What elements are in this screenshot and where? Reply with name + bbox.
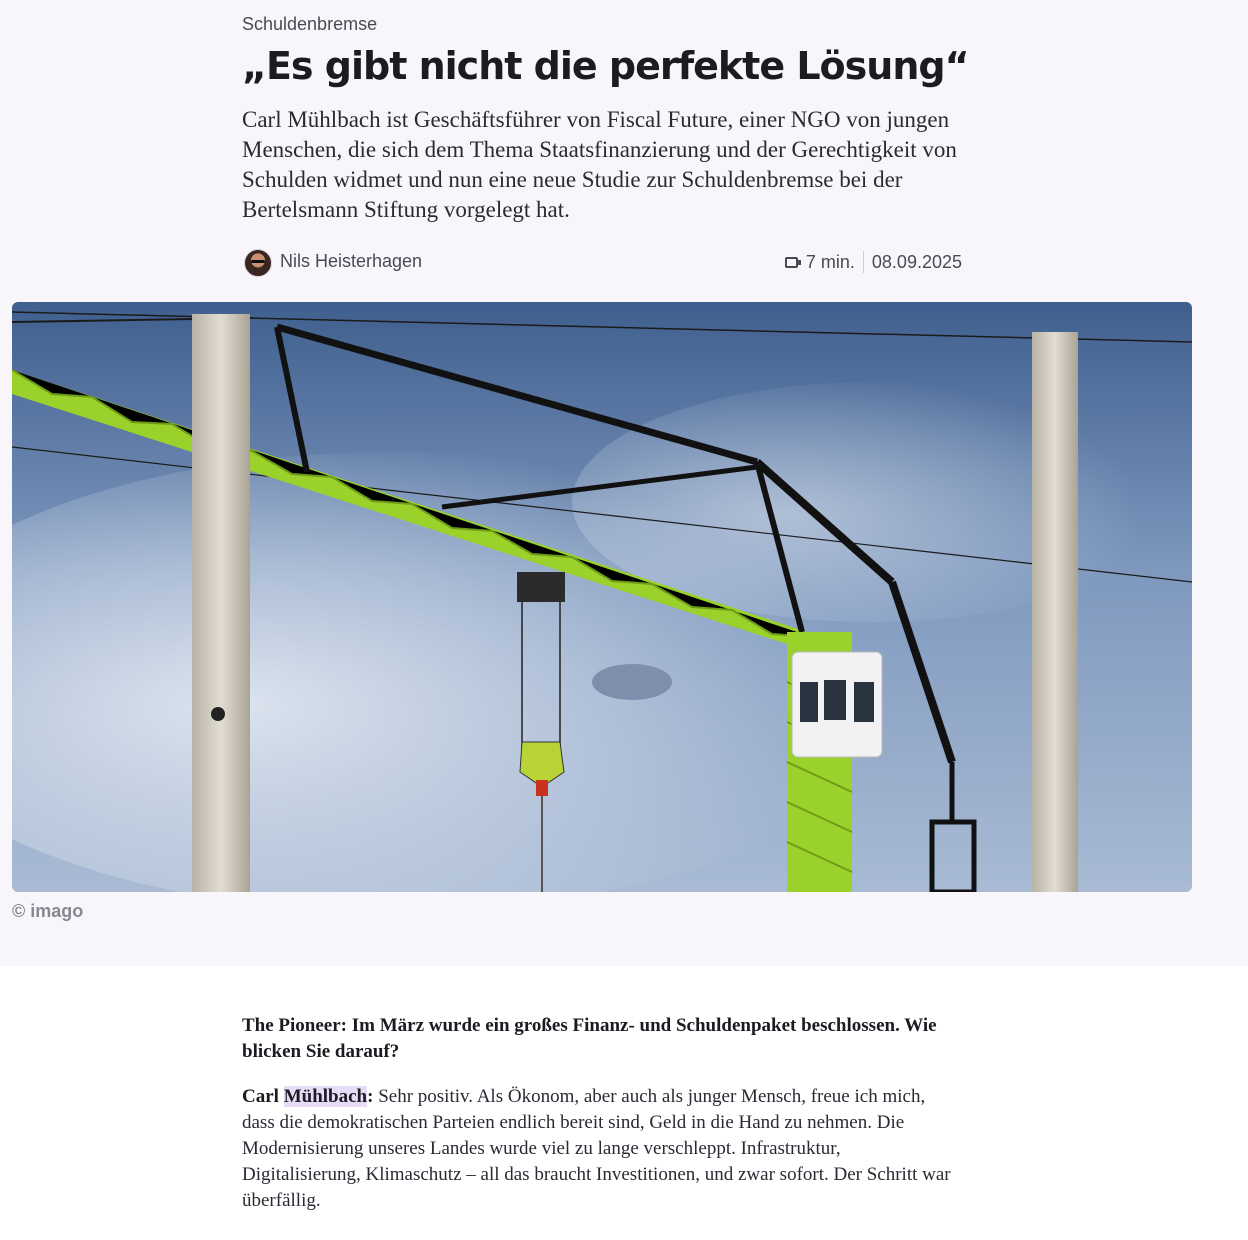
reading-info xyxy=(785,251,962,273)
interview-answer xyxy=(242,1084,962,1214)
speaker-first-name: Carl xyxy=(242,1086,279,1107)
category-link[interactable]: Schuldenbremse xyxy=(242,14,378,34)
clock-icon xyxy=(785,257,798,268)
publish-date: 08.09.2025 xyxy=(871,251,962,272)
author-avatar[interactable] xyxy=(244,249,272,277)
speaker-last-name-highlight[interactable]: Mühlbach xyxy=(283,1086,368,1107)
speaker-colon: : xyxy=(367,1086,374,1107)
speaker-label xyxy=(242,1086,373,1107)
author-link[interactable]: Nils Heisterhagen xyxy=(280,251,423,271)
article-meta xyxy=(242,249,962,277)
image-credit: © imago xyxy=(12,901,84,921)
meta-divider xyxy=(863,251,864,273)
interview-question: The Pioneer: Im März wurde ein großes Finanz- und Schuldenpaket beschlossen. Wie blicken Sie darauf? xyxy=(242,1015,937,1062)
answer-text: Sehr positiv. Als Ökonom, aber auch als junger Mensch, freue ich mich, dass die demokratischen Parteien endlich bereit sind, Geld in die Hand zu nehmen. Die Modernisierung unseres Landes wurde viel zu lange verschleppt. Infrastruktur, Digitalisierung, Klimaschutz – all das braucht Investitionen, und zwar sofort. Der Schritt war überfällig. xyxy=(242,1086,951,1211)
reading-time: 7 min. xyxy=(805,251,855,272)
hero-image xyxy=(12,302,1192,892)
article-title: „Es gibt nicht die perfekte Lösung“ xyxy=(242,44,969,88)
article-lead: Carl Mühlbach ist Geschäftsführer von Fiscal Future, einer NGO von jungen Menschen, die sich dem Thema Staatsfinanzierung und der Gerechtigkeit von Schulden widmet und nun eine neue Studie zur Schuldenbremse bei der Bertelsmann Stiftung vorgelegt hat. xyxy=(242,107,957,222)
